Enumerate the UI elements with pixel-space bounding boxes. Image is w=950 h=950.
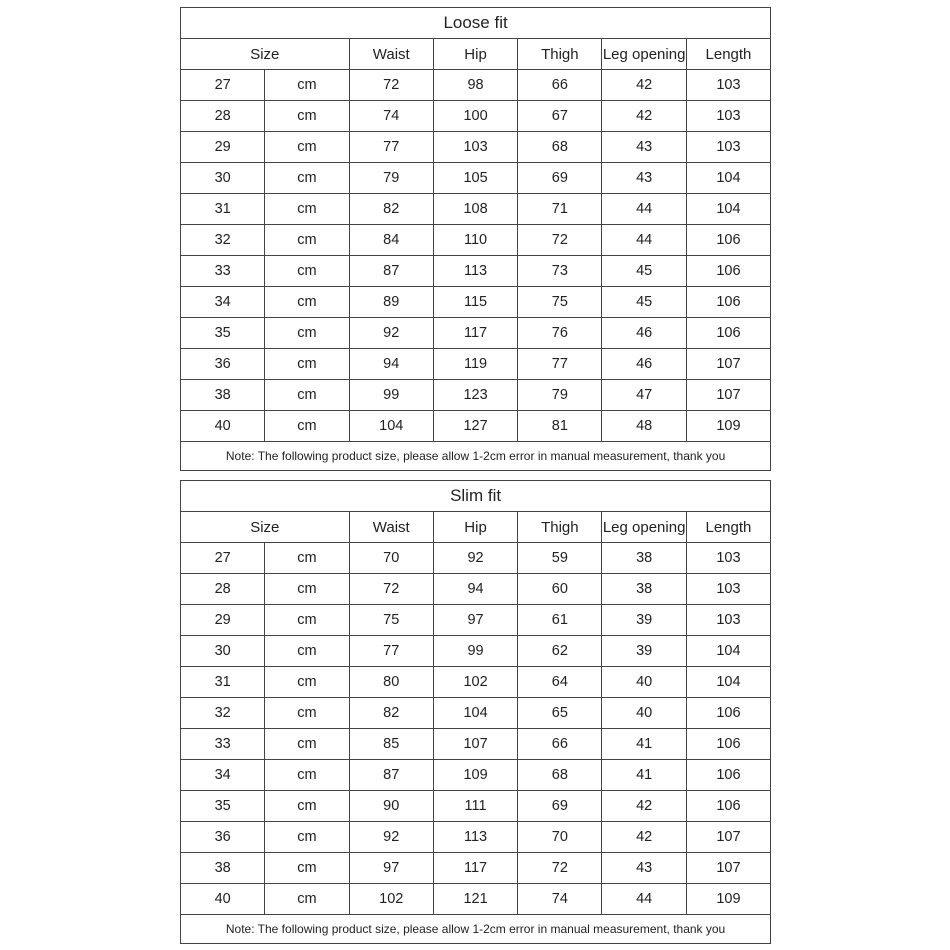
- table-cell: 92: [349, 318, 433, 349]
- table-cell: 106: [686, 698, 770, 729]
- table-cell: 72: [349, 574, 433, 605]
- table-cell: 104: [433, 698, 517, 729]
- table-cell: 103: [686, 574, 770, 605]
- table-cell: 113: [433, 256, 517, 287]
- table-cell: 70: [349, 543, 433, 574]
- table-cell: 27: [181, 543, 265, 574]
- table-cell: 73: [518, 256, 602, 287]
- table-cell: 94: [433, 574, 517, 605]
- table-cell: 121: [433, 884, 517, 915]
- table-cell: 106: [686, 791, 770, 822]
- table-cell: 94: [349, 349, 433, 380]
- table-cell: 98: [433, 70, 517, 101]
- table-cell: 59: [518, 543, 602, 574]
- table-cell: 76: [518, 318, 602, 349]
- table-cell: 97: [349, 853, 433, 884]
- table-row: [181, 132, 771, 163]
- table-cell: 109: [686, 411, 770, 442]
- table-cell: 36: [181, 822, 265, 853]
- table-cell: cm: [265, 256, 349, 287]
- table-cell: 107: [686, 349, 770, 380]
- table-row: [181, 760, 771, 791]
- measurement-note: Note: The following product size, please allow 1-2cm error in manual measurement, thank you: [181, 442, 771, 471]
- table-cell: 71: [518, 194, 602, 225]
- measurement-note: Note: The following product size, please allow 1-2cm error in manual measurement, thank you: [181, 915, 771, 944]
- table-cell: 27: [181, 70, 265, 101]
- table-cell: 60: [518, 574, 602, 605]
- table-cell: cm: [265, 318, 349, 349]
- column-header: Hip: [433, 512, 517, 543]
- table-cell: 104: [686, 194, 770, 225]
- table-cell: cm: [265, 884, 349, 915]
- table-row: [181, 636, 771, 667]
- table-row: [181, 791, 771, 822]
- table-cell: 43: [602, 853, 686, 884]
- table-cell: cm: [265, 667, 349, 698]
- column-header: Leg opening: [602, 39, 686, 70]
- table-cell: 34: [181, 760, 265, 791]
- note-row: [181, 442, 771, 471]
- table-row: [181, 194, 771, 225]
- table-cell: 46: [602, 318, 686, 349]
- table-cell: 87: [349, 256, 433, 287]
- column-header: Leg opening: [602, 512, 686, 543]
- table-cell: 106: [686, 225, 770, 256]
- table-cell: 66: [518, 70, 602, 101]
- table-row: [181, 574, 771, 605]
- table-cell: 70: [518, 822, 602, 853]
- table-row: [181, 729, 771, 760]
- table-row: [181, 287, 771, 318]
- table-cell: cm: [265, 760, 349, 791]
- table-cell: 30: [181, 636, 265, 667]
- table-cell: cm: [265, 543, 349, 574]
- table-cell: 45: [602, 287, 686, 318]
- table-cell: 103: [686, 101, 770, 132]
- table-cell: 66: [518, 729, 602, 760]
- table-cell: 109: [433, 760, 517, 791]
- column-header: Waist: [349, 39, 433, 70]
- table-cell: 40: [602, 698, 686, 729]
- table-cell: 43: [602, 132, 686, 163]
- table-cell: 117: [433, 318, 517, 349]
- table-cell: cm: [265, 163, 349, 194]
- table-cell: 34: [181, 287, 265, 318]
- table-cell: cm: [265, 132, 349, 163]
- table-row: [181, 884, 771, 915]
- column-header: Hip: [433, 39, 517, 70]
- table-cell: 35: [181, 318, 265, 349]
- table-cell: 77: [518, 349, 602, 380]
- table-cell: cm: [265, 101, 349, 132]
- table-cell: 92: [433, 543, 517, 574]
- table-cell: 48: [602, 411, 686, 442]
- table-cell: cm: [265, 225, 349, 256]
- table-cell: 107: [686, 853, 770, 884]
- slim-fit-size-table: [180, 480, 771, 944]
- table-cell: 106: [686, 287, 770, 318]
- table-cell: 74: [349, 101, 433, 132]
- table-cell: 110: [433, 225, 517, 256]
- column-header: Waist: [349, 512, 433, 543]
- table-cell: 111: [433, 791, 517, 822]
- table-cell: 82: [349, 698, 433, 729]
- table-row: [181, 101, 771, 132]
- table-cell: 72: [349, 70, 433, 101]
- table-cell: 123: [433, 380, 517, 411]
- table-cell: 40: [181, 411, 265, 442]
- table-cell: 103: [433, 132, 517, 163]
- table-cell: 103: [686, 132, 770, 163]
- table-row: [181, 380, 771, 411]
- table-row: [181, 225, 771, 256]
- table-cell: 77: [349, 636, 433, 667]
- table-cell: cm: [265, 380, 349, 411]
- table-cell: 80: [349, 667, 433, 698]
- table-cell: 44: [602, 194, 686, 225]
- column-header: Length: [686, 39, 770, 70]
- table-cell: 40: [602, 667, 686, 698]
- table-cell: 117: [433, 853, 517, 884]
- table-cell: 30: [181, 163, 265, 194]
- table-cell: cm: [265, 698, 349, 729]
- table-cell: 106: [686, 256, 770, 287]
- table-cell: cm: [265, 411, 349, 442]
- table-row: [181, 318, 771, 349]
- table-cell: 33: [181, 729, 265, 760]
- table-cell: 62: [518, 636, 602, 667]
- loose-fit-size-table: [180, 7, 771, 471]
- table-row: [181, 256, 771, 287]
- table-cell: 87: [349, 760, 433, 791]
- table-cell: 89: [349, 287, 433, 318]
- table-row: [181, 667, 771, 698]
- column-header: Size: [181, 512, 350, 543]
- table-cell: 107: [686, 380, 770, 411]
- table-cell: 32: [181, 698, 265, 729]
- table-cell: 106: [686, 729, 770, 760]
- table-cell: cm: [265, 791, 349, 822]
- table-cell: 119: [433, 349, 517, 380]
- table-cell: 36: [181, 349, 265, 380]
- table-cell: 64: [518, 667, 602, 698]
- note-row: [181, 915, 771, 944]
- table-cell: 42: [602, 101, 686, 132]
- table-cell: 75: [349, 605, 433, 636]
- table-cell: 61: [518, 605, 602, 636]
- table-cell: 31: [181, 194, 265, 225]
- table-cell: 103: [686, 605, 770, 636]
- table-row: [181, 822, 771, 853]
- table-cell: 75: [518, 287, 602, 318]
- table-cell: cm: [265, 853, 349, 884]
- table-cell: 44: [602, 884, 686, 915]
- table-cell: 103: [686, 70, 770, 101]
- table-cell: 81: [518, 411, 602, 442]
- table-row: [181, 543, 771, 574]
- table-cell: 35: [181, 791, 265, 822]
- table-row: [181, 70, 771, 101]
- table-cell: 107: [433, 729, 517, 760]
- table-cell: 72: [518, 225, 602, 256]
- table-cell: 90: [349, 791, 433, 822]
- column-header: Length: [686, 512, 770, 543]
- table-cell: 44: [602, 225, 686, 256]
- table-cell: cm: [265, 822, 349, 853]
- table-cell: 42: [602, 70, 686, 101]
- table-cell: 85: [349, 729, 433, 760]
- table-cell: 33: [181, 256, 265, 287]
- table-cell: 46: [602, 349, 686, 380]
- table-row: [181, 411, 771, 442]
- table-cell: 67: [518, 101, 602, 132]
- table-cell: 77: [349, 132, 433, 163]
- table-cell: 31: [181, 667, 265, 698]
- table-cell: 97: [433, 605, 517, 636]
- table-cell: 47: [602, 380, 686, 411]
- header-row: [181, 512, 771, 543]
- table-cell: 72: [518, 853, 602, 884]
- table-cell: 79: [349, 163, 433, 194]
- table-cell: 103: [686, 543, 770, 574]
- table-cell: 41: [602, 729, 686, 760]
- table-row: [181, 698, 771, 729]
- table-cell: 82: [349, 194, 433, 225]
- table-cell: 104: [349, 411, 433, 442]
- table-cell: 99: [433, 636, 517, 667]
- table-cell: 108: [433, 194, 517, 225]
- table-cell: 106: [686, 318, 770, 349]
- table-cell: 104: [686, 163, 770, 194]
- table-cell: 40: [181, 884, 265, 915]
- title-row: [181, 8, 771, 39]
- table-cell: 38: [602, 574, 686, 605]
- table-title: Slim fit: [181, 481, 771, 512]
- table-cell: cm: [265, 574, 349, 605]
- table-cell: 68: [518, 760, 602, 791]
- table-cell: 41: [602, 760, 686, 791]
- table-cell: cm: [265, 349, 349, 380]
- table-cell: 102: [433, 667, 517, 698]
- table-cell: 79: [518, 380, 602, 411]
- table-cell: cm: [265, 636, 349, 667]
- table-row: [181, 349, 771, 380]
- table-cell: 65: [518, 698, 602, 729]
- title-row: [181, 481, 771, 512]
- table-cell: 38: [602, 543, 686, 574]
- table-cell: 32: [181, 225, 265, 256]
- table-cell: 39: [602, 605, 686, 636]
- column-header: Size: [181, 39, 350, 70]
- column-header: Thigh: [518, 512, 602, 543]
- table-row: [181, 605, 771, 636]
- table-cell: 100: [433, 101, 517, 132]
- table-cell: 28: [181, 101, 265, 132]
- table-cell: 39: [602, 636, 686, 667]
- table-cell: 69: [518, 791, 602, 822]
- table-cell: 42: [602, 791, 686, 822]
- table-cell: 43: [602, 163, 686, 194]
- table-cell: 28: [181, 574, 265, 605]
- table-cell: 29: [181, 132, 265, 163]
- table-cell: 69: [518, 163, 602, 194]
- table-cell: 29: [181, 605, 265, 636]
- table-row: [181, 853, 771, 884]
- table-cell: 104: [686, 667, 770, 698]
- table-cell: 42: [602, 822, 686, 853]
- table-cell: 74: [518, 884, 602, 915]
- table-cell: 84: [349, 225, 433, 256]
- table-title: Loose fit: [181, 8, 771, 39]
- table-cell: cm: [265, 729, 349, 760]
- table-cell: 107: [686, 822, 770, 853]
- table-cell: cm: [265, 70, 349, 101]
- table-cell: cm: [265, 194, 349, 225]
- table-cell: 38: [181, 380, 265, 411]
- table-cell: 109: [686, 884, 770, 915]
- table-cell: 99: [349, 380, 433, 411]
- table-cell: cm: [265, 287, 349, 318]
- table-cell: 113: [433, 822, 517, 853]
- table-cell: 106: [686, 760, 770, 791]
- table-row: [181, 163, 771, 194]
- table-cell: 105: [433, 163, 517, 194]
- table-cell: 127: [433, 411, 517, 442]
- table-cell: 92: [349, 822, 433, 853]
- table-cell: 45: [602, 256, 686, 287]
- table-cell: cm: [265, 605, 349, 636]
- table-cell: 38: [181, 853, 265, 884]
- column-header: Thigh: [518, 39, 602, 70]
- table-cell: 68: [518, 132, 602, 163]
- header-row: [181, 39, 771, 70]
- table-cell: 102: [349, 884, 433, 915]
- table-cell: 104: [686, 636, 770, 667]
- table-cell: 115: [433, 287, 517, 318]
